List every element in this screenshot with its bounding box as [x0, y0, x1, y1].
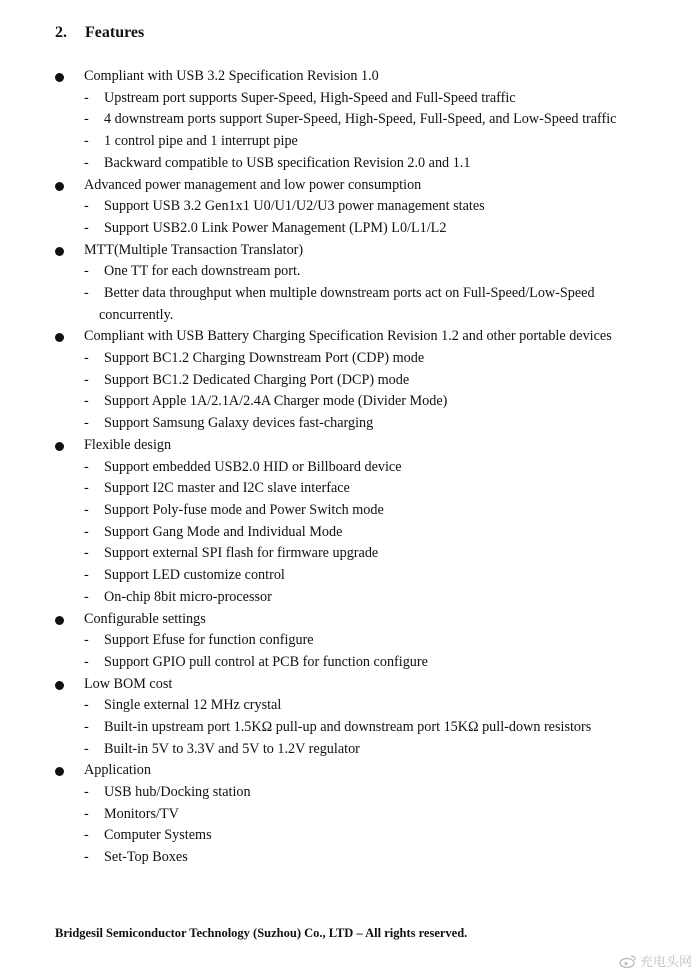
feature-row — [0, 674, 700, 696]
sub-item — [0, 630, 700, 652]
feature-label: Compliant with USB 3.2 Specification Revision 1.0 — [84, 68, 379, 84]
feature-label: Compliant with USB Battery Charging Specification Revision 1.2 and other portable devices — [84, 328, 612, 345]
dash-marker: - — [84, 653, 89, 670]
sub-item-text: Built-in upstream port 1.5KΩ pull-up and downstream port 15KΩ pull-down resistors — [104, 718, 592, 735]
sub-item-text-line: Better data throughput when multiple downstream ports act on Full-Speed/Low-Speed — [104, 284, 595, 301]
dash-marker: - — [84, 545, 89, 562]
sub-item-text: Support BC1.2 Charging Downstream Port (CDP) mode — [104, 350, 425, 367]
sub-item-text: Support BC1.2 Dedicated Charging Port (DCP) mode — [104, 371, 410, 388]
section-title: Features — [85, 24, 145, 41]
sub-item — [0, 413, 700, 435]
dash-marker: - — [84, 458, 89, 475]
dash-marker: - — [84, 480, 89, 497]
sub-item-text: Support LED customize control — [104, 567, 285, 584]
sub-item — [0, 153, 700, 175]
dash-marker: - — [84, 784, 89, 801]
dash-marker: - — [84, 198, 89, 215]
feature-row — [0, 66, 700, 88]
feature-label: Flexible design — [84, 436, 172, 453]
feature-row — [0, 435, 700, 457]
feature-label: MTT(Multiple Transaction Translator) — [84, 241, 304, 258]
sub-item-text: USB hub/Docking station — [104, 784, 251, 801]
bullet-dot-icon — [55, 616, 64, 625]
dash-marker: - — [84, 154, 89, 171]
feature-item — [0, 175, 700, 240]
sub-item-text: On-chip 8bit micro-processor — [104, 588, 272, 605]
sub-item-text: Set-Top Boxes — [104, 849, 188, 866]
sub-item-text-continuation: concurrently. — [99, 306, 174, 323]
sub-item-text: Computer Systems — [104, 827, 212, 844]
dash-marker: - — [84, 523, 89, 540]
page-footer: Bridgesil Semiconductor Technology (Suzhou) Co., LTD – All rights reserved. — [55, 926, 468, 940]
sub-item-text — [99, 283, 624, 326]
sub-item — [0, 782, 700, 804]
sub-item-text: Support external SPI flash for firmware upgrade — [104, 545, 379, 562]
sub-item — [0, 370, 700, 392]
sub-item — [0, 109, 700, 131]
dash-marker: - — [84, 632, 89, 649]
sub-item-text: Upstream port supports Super-Speed, High-Speed and Full-Speed traffic — [104, 89, 516, 106]
sub-item-text: Built-in 5V to 3.3V and 5V to 1.2V regulator — [104, 740, 360, 757]
sub-item — [0, 348, 700, 370]
dash-marker: - — [84, 89, 89, 106]
feature-row — [0, 240, 700, 262]
dash-marker: - — [84, 501, 89, 518]
sub-item — [0, 283, 700, 326]
feature-row — [0, 760, 700, 782]
feature-row — [0, 175, 700, 197]
watermark — [619, 951, 692, 970]
sub-item — [0, 261, 700, 283]
dash-marker: - — [84, 849, 89, 866]
sub-item — [0, 391, 700, 413]
dash-marker: - — [84, 371, 89, 388]
sub-item-text: Support Poly-fuse mode and Power Switch mode — [104, 501, 384, 518]
sub-item — [0, 500, 700, 522]
feature-row — [0, 326, 700, 348]
sub-item-text: Support Efuse for function configure — [104, 632, 314, 649]
dash-marker: - — [84, 111, 89, 128]
sub-item — [0, 587, 700, 609]
dash-marker: - — [84, 827, 89, 844]
sub-item — [0, 804, 700, 826]
sub-item-text: Backward compatible to USB specification Revision 2.0 and 1.1 — [104, 154, 471, 171]
feature-item — [0, 760, 700, 869]
sub-item — [0, 478, 700, 500]
sub-item — [0, 695, 700, 717]
sub-item-text: Support GPIO pull control at PCB for function configure — [104, 653, 428, 670]
sub-item-text: Support Samsung Galaxy devices fast-charging — [104, 415, 374, 432]
sub-item — [0, 457, 700, 479]
bullet-dot-icon — [55, 182, 64, 191]
watermark-text: 充电头网 — [639, 955, 692, 970]
sub-item-text: Single external 12 MHz crystal — [104, 697, 282, 714]
sub-item-text: 4 downstream ports support Super-Speed, High-Speed, Full-Speed, and Low-Speed traffic — [104, 111, 617, 128]
feature-row — [0, 609, 700, 631]
weibo-logo-icon — [619, 954, 637, 968]
sub-item — [0, 131, 700, 153]
dash-marker: - — [84, 284, 89, 301]
sub-item — [0, 847, 700, 869]
feature-item — [0, 326, 700, 435]
feature-list — [0, 66, 700, 869]
feature-item — [0, 609, 700, 674]
sub-item-text: 1 control pipe and 1 interrupt pipe — [104, 133, 298, 150]
sub-item — [0, 565, 700, 587]
bullet-dot-icon — [55, 767, 64, 776]
sub-item-text: Support Apple 1A/2.1A/2.4A Charger mode (Divider Mode) — [104, 393, 448, 410]
sub-item-text: Monitors/TV — [104, 805, 179, 822]
bullet-dot-icon — [55, 681, 64, 690]
sub-item-text: Support embedded USB2.0 HID or Billboard device — [104, 458, 402, 475]
dash-marker: - — [84, 219, 89, 236]
sub-item-text: Support USB 3.2 Gen1x1 U0/U1/U2/U3 power management states — [104, 198, 485, 215]
sub-item — [0, 739, 700, 761]
sub-item — [0, 717, 700, 739]
sub-item — [0, 543, 700, 565]
section-number: 2. — [55, 24, 67, 41]
sub-item — [0, 88, 700, 110]
bullet-dot-icon — [55, 73, 64, 82]
feature-item — [0, 66, 700, 175]
sub-item — [0, 825, 700, 847]
dash-marker: - — [84, 263, 89, 280]
feature-item — [0, 674, 700, 761]
dash-marker: - — [84, 697, 89, 714]
feature-item — [0, 240, 700, 327]
dash-marker: - — [84, 567, 89, 584]
dash-marker: - — [84, 740, 89, 757]
feature-label: Advanced power management and low power consumption — [84, 176, 422, 193]
feature-label: Low BOM cost — [84, 675, 173, 692]
sub-item-text: Support I2C master and I2C slave interface — [104, 480, 350, 497]
sub-item-text: Support USB2.0 Link Power Management (LPM) L0/L1/L2 — [104, 219, 447, 236]
dash-marker: - — [84, 350, 89, 367]
feature-item — [0, 435, 700, 609]
bullet-dot-icon — [55, 247, 64, 256]
dash-marker: - — [84, 133, 89, 150]
bullet-dot-icon — [55, 442, 64, 451]
dash-marker: - — [84, 393, 89, 410]
dash-marker: - — [84, 415, 89, 432]
section-heading — [55, 24, 144, 42]
bullet-dot-icon — [55, 333, 64, 342]
feature-label: Configurable settings — [84, 610, 206, 627]
sub-item — [0, 522, 700, 544]
sub-item-text: Support Gang Mode and Individual Mode — [104, 523, 343, 540]
dash-marker: - — [84, 588, 89, 605]
sub-item-text: One TT for each downstream port. — [104, 263, 301, 280]
dash-marker: - — [84, 805, 89, 822]
sub-item — [0, 652, 700, 674]
dash-marker: - — [84, 718, 89, 735]
sub-item — [0, 196, 700, 218]
sub-item — [0, 218, 700, 240]
feature-label: Application — [84, 762, 151, 779]
